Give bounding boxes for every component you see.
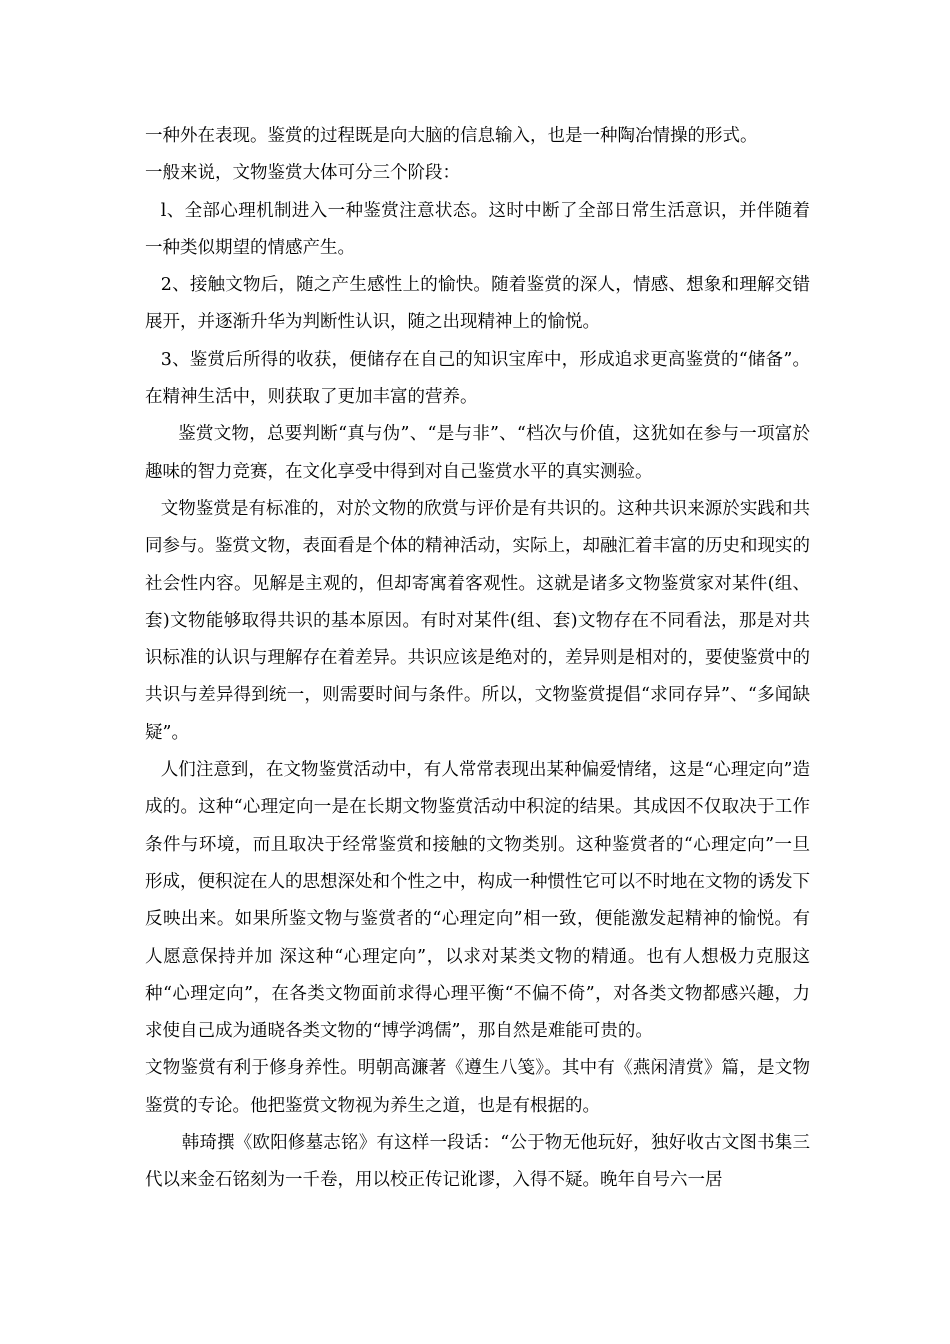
paragraph-2: 一般来说，文物鉴赏大体可分三个阶段：	[145, 163, 460, 184]
paragraph-8: 人们注意到，在文物鉴赏活动中，有人常常表现出某种偏爱情绪，这是“心理定向”造成的。这种“心理定向一是在长期文物鉴赏活动中积淀的结果。其成因不仅取决于工作条件与环境，而且取决于经常鉴赏和接触的文物类别。这种鉴赏者的“心理定向”一旦形成，便积淀在人的思想深处和个性之中，构成一种惯性它可以不时地在文物的诱发下反映出来。如果所鉴文物与鉴赏者的“心理定向”相一致，便能激发起精神的愉悦。有人愿意保持并加 深这种“心理定向”，以求对某类文物的精通。也有人想极力克服这种“心理定向”，在各类文物面前求得心理平衡“不偏不倚”，对各类文物都感兴趣，力求使自己成为通晓各类文物的“博学鸿儒”，那自然是难能可贵的。	[145, 760, 810, 1042]
paragraph-3: l、全部心理机制进入一种鉴赏注意状态。这时中断了全部日常生活意识，并伴随着一种类似期望的情感产生。	[145, 200, 810, 258]
paragraph-6: 鉴赏文物，总要判断“真与伪”、“是与非”、“档次与价值，这犹如在参与一项富於趣味的智力竞赛，在文化享受中得到对自己鉴赏水平的真实测验。	[145, 424, 810, 482]
document-body	[145, 118, 810, 1200]
paragraph-4: 2、接触文物后，随之产生感性上的愉快。随着鉴赏的深人，情感、想象和理解交错展开，并逐渐升华为判断性认识，随之出现精神上的愉悦。	[145, 275, 810, 333]
paragraph-5: 3、鉴赏后所得的收获，便储存在自己的知识宝库中，形成追求更高鉴赏的“储备”。在精神生活中，则获取了更加丰富的营养。	[145, 349, 810, 408]
paragraph-7: 文物鉴赏是有标准的，对於文物的欣赏与评价是有共识的。这种共识来源於实践和共同参与。鉴赏文物，表面看是个体的精神活动，实际上，却融汇着丰富的历史和现实的社会性内容。见解是主观的，但却寄寓着客观性。这就是诸多文物鉴赏家对某件(组、套)文物能够取得共识的基本原因。有时对某件(组、套)文物存在不同看法，那是对共识标准的认识与理解存在着差异。共识应该是绝对的，差异则是相对的，要使鉴赏中的共识与差异得到统一，则需要时间与条件。所以，文物鉴赏提倡“求同存异”、“多闻缺疑”。	[145, 498, 810, 743]
paragraph-9: 文物鉴赏有利于修身养性。明朝高濂著《遵生八笺》。其中有《燕闲清赏》篇，是文物鉴赏的专论。他把鉴赏文物视为养生之道，也是有根据的。	[145, 1058, 810, 1116]
paragraph-1: 一种外在表现。鉴赏的过程既是向大脑的信息输入，也是一种陶冶情操的形式。	[145, 126, 758, 146]
paragraph-10: 韩琦撰《欧阳修墓志铭》有这样一段话：“公于物无他玩好，独好收古文图书集三代以来金石铭刻为一千卷，用以校正传记讹谬，入得不疑。晚年自号六一居	[145, 1133, 810, 1191]
